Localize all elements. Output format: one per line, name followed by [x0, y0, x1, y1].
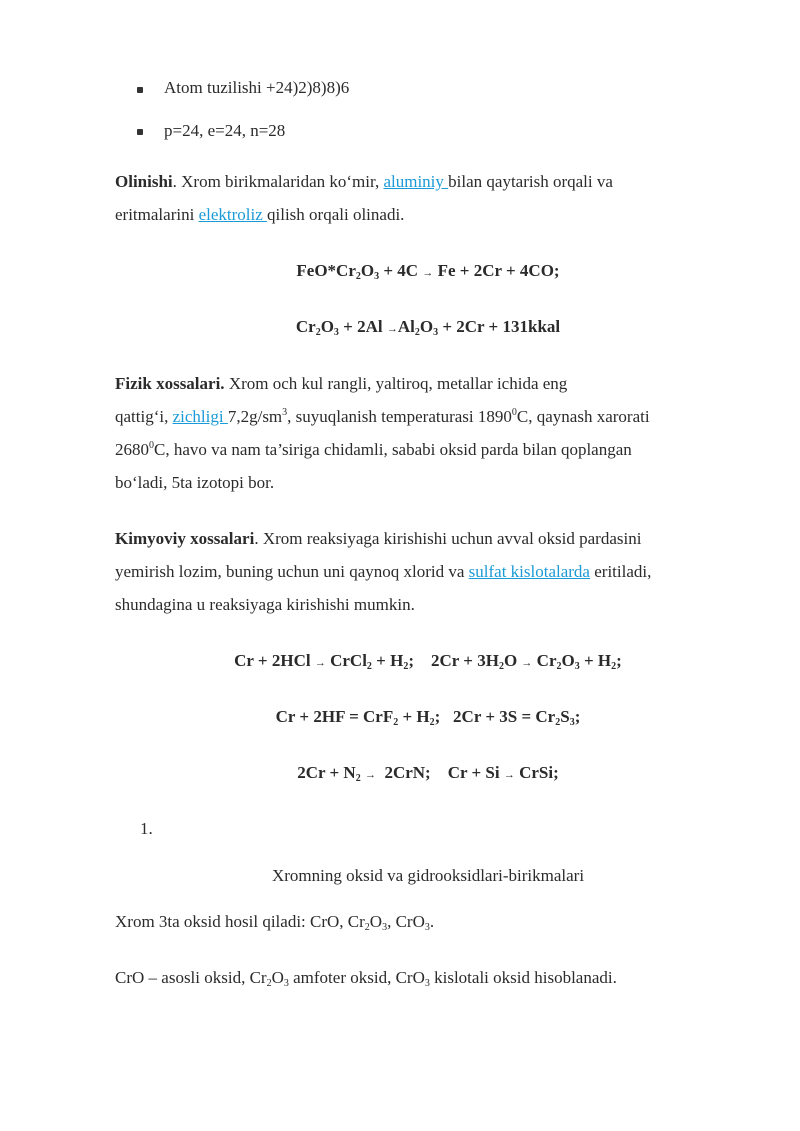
olinishi-line-2	[115, 203, 404, 227]
eq-subscript: 3	[433, 327, 439, 338]
arrow-icon: →	[521, 657, 533, 669]
kimyoviy-line-2	[115, 560, 651, 584]
eq-text: Cr	[532, 651, 557, 670]
arrow-icon: →	[364, 769, 376, 781]
equation-hf-s	[0, 705, 800, 729]
olinishi-heading: Olinishi	[115, 172, 173, 191]
eq-text: ; 2Cr + 3S = Cr	[434, 707, 556, 726]
kimyoviy-text: eritiladi,	[589, 562, 652, 581]
eq-text: 2CrN; Cr + Si	[375, 763, 504, 782]
superscript: 3	[282, 407, 288, 418]
eq-subscript: 2	[498, 661, 504, 672]
bullet-item-particles: p=24, e=24, n=28	[164, 121, 286, 140]
eq-text: Cr + 2HCl	[234, 651, 315, 670]
eq-text: FeO*Cr	[296, 261, 356, 280]
fizik-line-1	[115, 372, 567, 396]
eq-subscript: 3	[574, 661, 580, 672]
eq-text: O	[503, 651, 522, 670]
fizik-text: C, qaynash xarorati	[516, 407, 650, 426]
kimyoviy-text: yemirish lozim, buning uchun uni qaynoq xlorid va	[115, 562, 469, 581]
elektroliz-link[interactable]: elektroliz	[198, 205, 268, 224]
olinishi-text: bilan qaytarish orqali va	[448, 172, 613, 191]
eq-text: + 2Al	[338, 317, 387, 336]
fizik-text: qattig‘i,	[115, 407, 173, 426]
arrow-icon: →	[422, 267, 434, 279]
oksid-text: CrO – asosli oksid, Cr	[115, 968, 267, 987]
superscript: 0	[511, 407, 517, 418]
oksid-text: kislotali oksid hisoblanadi.	[429, 968, 617, 987]
eq-text: + 2Cr + 131kkal	[438, 317, 561, 336]
arrow-icon: →	[503, 769, 515, 781]
subscript: 3	[283, 978, 289, 989]
bullet-item-atom-structure: Atom tuzilishi +24)2)8)8)6	[164, 78, 350, 97]
oksid-text: Xrom 3ta oksid hosil qiladi: CrO, Cr	[115, 912, 365, 931]
subscript: 3	[424, 922, 430, 933]
olinishi-text: . Xrom birikmalaridan ko‘mir,	[172, 172, 384, 191]
eq-subscript: 2	[315, 327, 321, 338]
section-title: Xromning oksid va gidrooksidlari-birikmalari	[271, 866, 585, 885]
fizik-line-3	[115, 438, 632, 462]
eq-subscript: 2	[611, 661, 617, 672]
superscript: 0	[149, 440, 154, 451]
kimyoviy-line-1	[115, 527, 641, 551]
equation-feo-cr2o3	[0, 259, 800, 285]
kimyoviy-line-3: shundagina u reaksiyaga kirishishi mumkin.	[115, 595, 415, 614]
eq-text: + H	[371, 651, 404, 670]
arrow-icon: →	[386, 323, 398, 335]
eq-text: Al	[397, 317, 415, 336]
olinishi-line-1	[115, 170, 613, 194]
fizik-line-2	[115, 405, 650, 429]
fizik-text: Xrom och kul rangli, yaltiroq, metallar ichida eng	[224, 374, 568, 393]
eq-text: S	[560, 707, 570, 726]
oksid-text: amfoter oksid, CrO	[288, 968, 425, 987]
eq-text: Cr + 2HF = CrF	[275, 707, 394, 726]
eq-subscript: 2	[403, 661, 409, 672]
eq-subscript: 2	[429, 717, 435, 728]
oksid-text: O	[271, 968, 284, 987]
fizik-heading: Fizik xossalari.	[115, 374, 225, 393]
eq-text: 2Cr + N	[297, 763, 356, 782]
fizik-text: , suyuqlanish temperaturasi 1890	[287, 407, 512, 426]
list-number: 1.	[140, 819, 153, 838]
eq-text: O	[320, 317, 334, 336]
oksid-text: , CrO	[387, 912, 425, 931]
fizik-text: 2680	[115, 440, 149, 459]
equation-n2-si	[0, 761, 800, 787]
eq-text: + 4C	[379, 261, 423, 280]
kimyoviy-text: . Xrom reaksiyaga kirishishi uchun avval oksid pardasini	[254, 529, 642, 548]
eq-text: + H	[398, 707, 430, 726]
subscript: 3	[382, 922, 388, 933]
fizik-text: C, havo va nam ta’siriga chidamli, sababi oksid parda bilan qoplangan	[154, 440, 632, 459]
sulfat-kislotalarda-link[interactable]: sulfat kislotalarda	[468, 562, 590, 581]
eq-subscript: 2	[355, 271, 361, 282]
subscript: 2	[266, 978, 272, 989]
fizik-text: 7,2g/sm	[227, 407, 283, 426]
eq-text: ;	[616, 651, 622, 670]
eq-text: CrSi;	[514, 763, 559, 782]
eq-text: CrCl	[325, 651, 367, 670]
oksid-line-1	[115, 910, 434, 934]
eq-subscript: 3	[333, 327, 339, 338]
eq-text: ; 2Cr + 3H	[408, 651, 499, 670]
oksid-text: O	[369, 912, 383, 931]
eq-subscript: 3	[569, 717, 575, 728]
zichligi-link[interactable]: zichligi	[172, 407, 228, 426]
eq-subscript: 2	[393, 717, 399, 728]
olinishi-text: eritmalarini	[115, 205, 199, 224]
eq-subscript: 2	[556, 661, 562, 672]
subscript: 3	[424, 978, 430, 989]
subscript: 2	[364, 922, 370, 933]
aluminiy-link[interactable]: aluminiy	[383, 172, 449, 191]
eq-text: O	[561, 651, 575, 670]
eq-subscript: 2	[414, 327, 420, 338]
oksid-text: .	[429, 912, 435, 931]
fizik-line-4: bo‘ladi, 5ta izotopi bor.	[115, 473, 275, 492]
eq-subscript: 2	[366, 661, 372, 672]
eq-subscript: 3	[374, 271, 380, 282]
eq-text: + H	[579, 651, 612, 670]
arrow-icon: →	[314, 657, 326, 669]
eq-subscript: 2	[355, 773, 361, 784]
bullet-marker	[137, 129, 143, 135]
eq-text: Fe + 2Cr + 4CO;	[433, 261, 560, 280]
eq-text: Cr	[295, 317, 316, 336]
eq-text: O	[419, 317, 434, 336]
eq-subscript: 2	[555, 717, 561, 728]
equation-cr2o3-al	[0, 315, 800, 341]
olinishi-text: qilish orqali olinadi.	[267, 205, 405, 224]
oksid-line-2	[115, 966, 617, 990]
eq-text: ;	[574, 707, 581, 726]
equation-hcl-h2o	[0, 649, 800, 675]
bullet-marker	[137, 87, 143, 93]
eq-text: O	[360, 261, 375, 280]
kimyoviy-heading: Kimyoviy xossalari	[115, 529, 255, 548]
